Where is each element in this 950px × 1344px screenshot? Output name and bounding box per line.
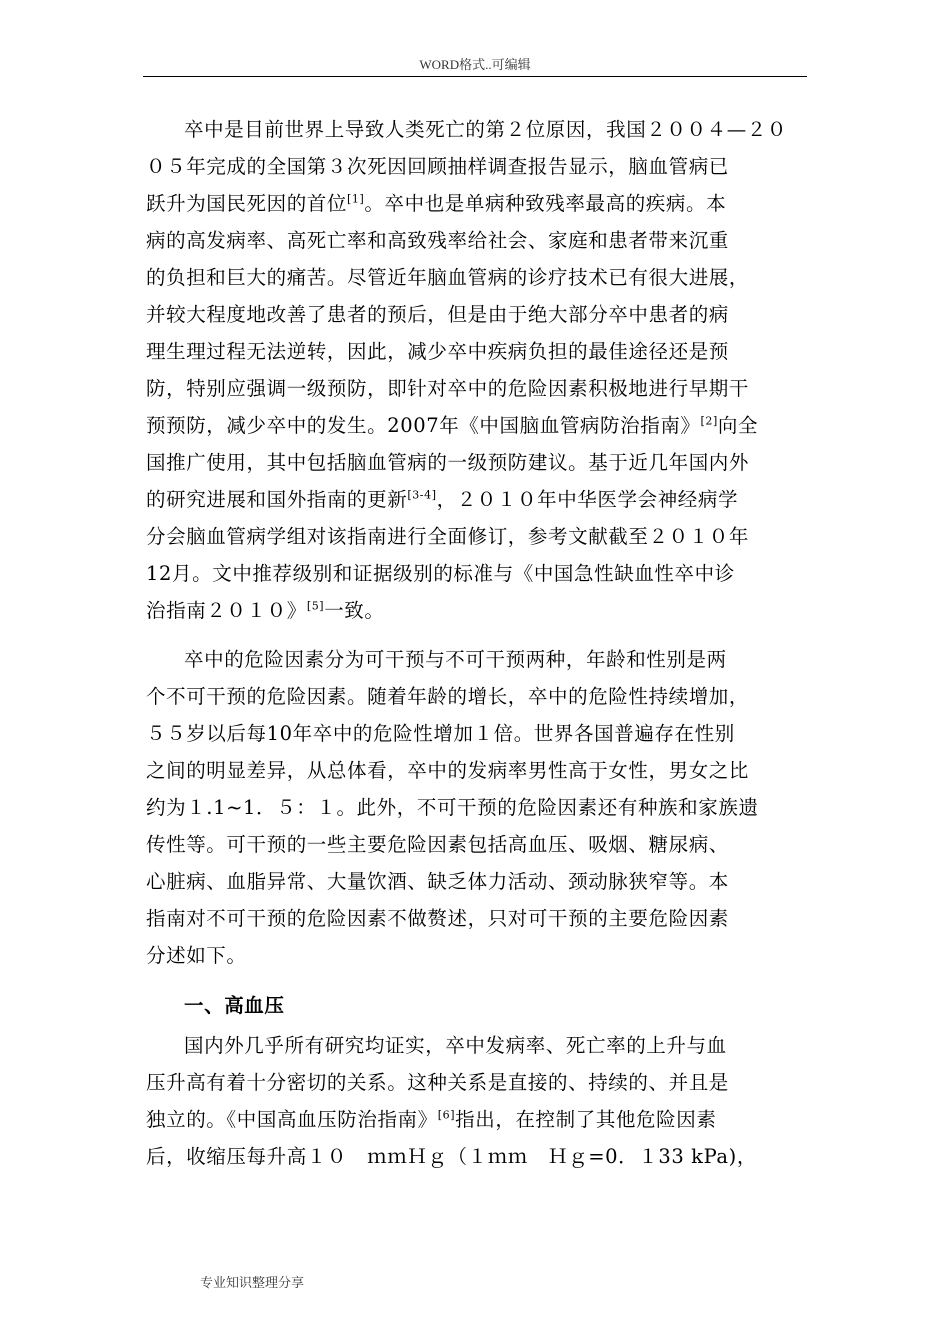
paragraph-2-line-1: 卒中的危险因素分为可干预与不可干预两种，年龄和性别是两	[184, 648, 727, 671]
paragraph-3-line-3-tail: 指出，在控制了其他危险因素	[455, 1108, 717, 1131]
paragraph-1-line-7: 理生理过程无法逆转，因此，减少卒中疾病负担的最佳途径还是预	[146, 340, 729, 363]
header-divider	[143, 76, 807, 77]
paragraph-2-line-2: 个不可干预的危险因素。随着年龄的增长，卒中的危险性持续增加，	[146, 685, 750, 708]
paragraph-1-line-9	[146, 412, 758, 440]
paragraph-2-line-3: ５５岁以后每10年卒中的危险性增加１倍。世界各国普遍存在性别	[146, 722, 735, 745]
paragraph-1-line-2: ０５年完成的全国第３次死因回顾抽样调查报告显示，脑血管病已	[146, 155, 729, 178]
citation-3-4: [3-4]	[407, 488, 437, 502]
paragraph-1-line-4: 病的高发病率、高死亡率和高致残率给社会、家庭和患者带来沉重	[146, 229, 729, 252]
paragraph-1-line-3-text: 跃升为国民死因的首位	[146, 192, 348, 215]
paragraph-2-line-5: 约为１.1~1．５：１。此外，不可干预的危险因素还有种族和家族遗	[146, 796, 759, 819]
paragraph-1-line-1: 卒中是目前世界上导致人类死亡的第２位原因，我国２００４—２０	[184, 118, 788, 141]
paragraph-3-line-3	[146, 1106, 716, 1134]
page-header: WORD格式..可编辑	[419, 57, 531, 72]
paragraph-1-line-14-text: 治指南２０１０》	[146, 599, 307, 622]
paragraph-1-line-9-text: 预预防，减少卒中的发生。2007年《中国脑血管病防治指南》	[146, 414, 701, 437]
paragraph-1-line-3-tail: 。卒中也是单病种致残率最高的疾病。本	[364, 192, 727, 215]
citation-1: [1]	[347, 192, 365, 206]
paragraph-1-line-11	[146, 486, 738, 514]
paragraph-1-line-13: 12月。文中推荐级别和证据级别的标准与《中国急性缺血性卒中诊	[146, 562, 735, 585]
paragraph-1-line-14-tail: 一致。	[324, 599, 385, 622]
paragraph-3-line-1: 国内外几乎所有研究均证实，卒中发病率、死亡率的上升与血	[184, 1034, 727, 1057]
paragraph-2-line-7: 心脏病、血脂异常、大量饮酒、缺乏体力活动、颈动脉狭窄等。本	[146, 870, 729, 893]
paragraph-2-line-8: 指南对不可干预的危险因素不做赘述，只对可干预的主要危险因素	[146, 907, 729, 930]
page-footer: 专业知识整理分享	[200, 1275, 305, 1290]
paragraph-2-line-9: 分述如下。	[146, 944, 247, 967]
paragraph-1-line-10: 国推广使用，其中包括脑血管病的一级预防建议。基于近几年国内外	[146, 451, 750, 474]
paragraph-1-line-11-tail: ，２０１０年中华医学会神经病学	[436, 488, 739, 511]
citation-6: [6]	[437, 1108, 456, 1122]
paragraph-1-line-6: 并较大程度地改善了患者的预后，但是由于绝大部分卒中患者的病	[146, 303, 729, 326]
paragraph-1-line-9-tail: 向全	[717, 414, 759, 437]
paragraph-3-line-2: 压升高有着十分密切的关系。这种关系是直接的、持续的、并且是	[146, 1071, 729, 1094]
paragraph-2-line-4: 之间的明显差异，从总体看，卒中的发病率男性高于女性，男女之比	[146, 759, 750, 782]
paragraph-1-line-11-text: 的研究进展和国外指南的更新	[146, 488, 408, 511]
paragraph-3-line-3-text: 独立的。《中国高血压防治指南》	[146, 1108, 438, 1131]
citation-5: [5]	[306, 599, 325, 613]
paragraph-1-line-14	[146, 597, 385, 625]
paragraph-2-line-6: 传性等。可干预的一些主要危险因素包括高血压、吸烟、糖尿病、	[146, 833, 729, 856]
paragraph-1-line-5: 的负担和巨大的痛苦。尽管近年脑血管病的诊疗技术已有很大进展，	[146, 266, 750, 289]
paragraph-3-line-4: 后，收缩压每升高１０ ｍｍＨｇ（１ｍｍ Ｈｇ=0．１33 kPa)，	[146, 1145, 757, 1168]
section-heading-hypertension: 一、高血压	[184, 994, 285, 1017]
paragraph-1-line-12: 分会脑血管病学组对该指南进行全面修订，参考文献截至２０１０年	[146, 525, 750, 548]
paragraph-1-line-8: 防，特别应强调一级预防，即针对卒中的危险因素积极地进行早期干	[146, 377, 750, 400]
paragraph-1-line-3	[146, 190, 726, 218]
citation-2: [2]	[700, 414, 718, 428]
